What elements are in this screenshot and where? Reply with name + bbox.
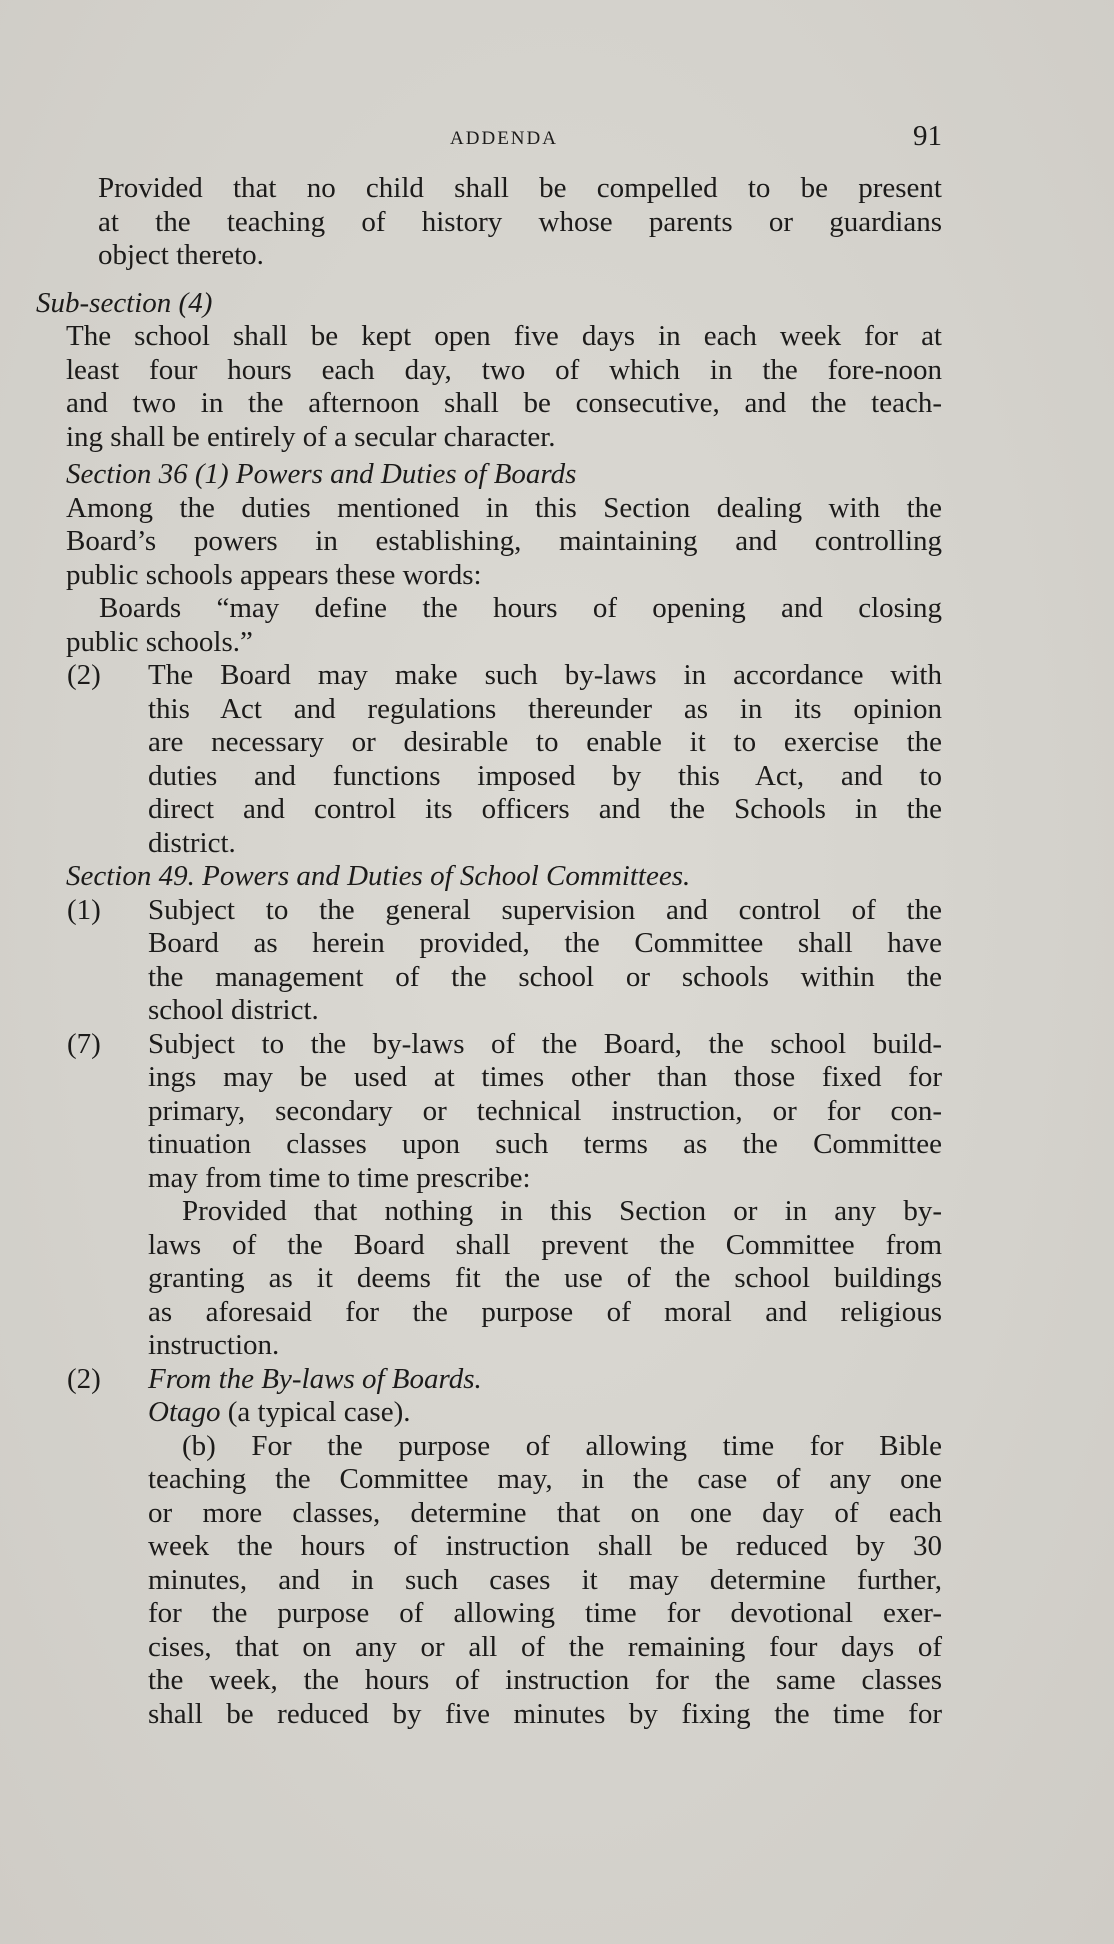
text-line: From the By-laws of Boards.: [148, 1362, 482, 1395]
text-line: instruction.: [148, 1329, 280, 1361]
text-line: minutes, and in such cases it may determine further,: [148, 1563, 942, 1596]
clause-number: (2): [67, 659, 101, 691]
text-line: The Board may make such by-laws in accordance with: [148, 659, 942, 691]
section-heading: Section 36 (1) Powers and Duties of Boards: [66, 458, 577, 490]
text-line: Provided that nothing in this Section or in any by-: [182, 1195, 942, 1227]
text-line: The school shall be kept open five days in each week for at: [66, 320, 942, 352]
text-line: public schools appears these words:: [66, 558, 482, 591]
text-line: ing shall be entirely of a secular character.: [66, 420, 556, 453]
text-line: object thereto.: [98, 239, 264, 271]
section-heading: Section 49. Powers and Duties of School Committees.: [66, 860, 691, 892]
text-line: Subject to the general supervision and control of the: [148, 893, 942, 926]
text-line: may from time to time prescribe:: [148, 1161, 531, 1194]
text-line: least four hours each day, two of which in the fore-noon: [66, 353, 942, 386]
text-line: primary, secondary or technical instruction, or for con-: [148, 1094, 942, 1127]
text-line: ings may be used at times other than those fixed for: [148, 1061, 942, 1093]
text-line: Board’s powers in establishing, maintaining and controlling: [66, 525, 942, 557]
text-line: laws of the Board shall prevent the Committee from: [148, 1228, 942, 1261]
text-line: district.: [148, 826, 236, 859]
text-line: direct and control its officers and the Schools in the: [148, 793, 942, 825]
text-line: cises, that on any or all of the remaining four days of: [148, 1630, 942, 1663]
clause: [66, 894, 942, 928]
clause-number: (7): [67, 1027, 101, 1060]
clause-number: (1): [67, 893, 101, 926]
clause: [66, 1028, 942, 1062]
text-line: this Act and regulations thereunder as in its opinion: [148, 692, 942, 725]
text-line: school district.: [148, 994, 319, 1026]
page-body: [36, 172, 942, 1731]
text-line: at the teaching of history whose parents or guardians: [98, 205, 942, 238]
region-name: Otago: [148, 1396, 221, 1428]
text-line: the week, the hours of instruction for the same classes: [148, 1664, 942, 1696]
text-line: tinuation classes upon such terms as the Committee: [148, 1128, 942, 1160]
text-line: Board as herein provided, the Committee shall have: [148, 927, 942, 959]
text-line: teaching the Committee may, in the case of any one: [148, 1463, 942, 1495]
region-note: (a typical case).: [227, 1396, 411, 1428]
running-head: ADDENDA: [450, 128, 558, 149]
clause: [66, 1363, 942, 1397]
text-line: and two in the afternoon shall be consecutive, and the teach-: [66, 387, 942, 419]
text-line: Boards “may define the hours of opening and closing: [99, 592, 942, 624]
text-line: as aforesaid for the purpose of moral and religious: [148, 1295, 942, 1328]
text-line: public schools.”: [66, 625, 253, 658]
text-line: for the purpose of allowing time for devotional exer-: [148, 1597, 942, 1629]
text-line: (b) For the purpose of allowing time for Bible: [182, 1429, 942, 1462]
text-line: Provided that no child shall be compelled to be present: [98, 172, 942, 204]
text-line: granting as it deems fit the use of the school buildings: [148, 1262, 942, 1294]
clause-number: (2): [67, 1362, 101, 1395]
clause: [66, 659, 942, 693]
text-line: Subject to the by-laws of the Board, the school build-: [148, 1027, 942, 1060]
text-line: duties and functions imposed by this Act, and to: [148, 759, 942, 792]
text-line: week the hours of instruction shall be reduced by 30: [148, 1530, 942, 1562]
text-line: [66, 1396, 942, 1430]
text-line: are necessary or desirable to enable it to exercise the: [148, 726, 942, 758]
text-line: shall be reduced by five minutes by fixing the time for: [148, 1697, 942, 1730]
text-line: Among the duties mentioned in this Section dealing with the: [66, 491, 942, 524]
page-header: [66, 120, 942, 160]
subsection-heading: Sub-section (4): [36, 286, 213, 319]
text-line: or more classes, determine that on one day of each: [148, 1496, 942, 1529]
text-line: the management of the school or schools within the: [148, 960, 942, 993]
page-number: 91: [913, 120, 942, 152]
